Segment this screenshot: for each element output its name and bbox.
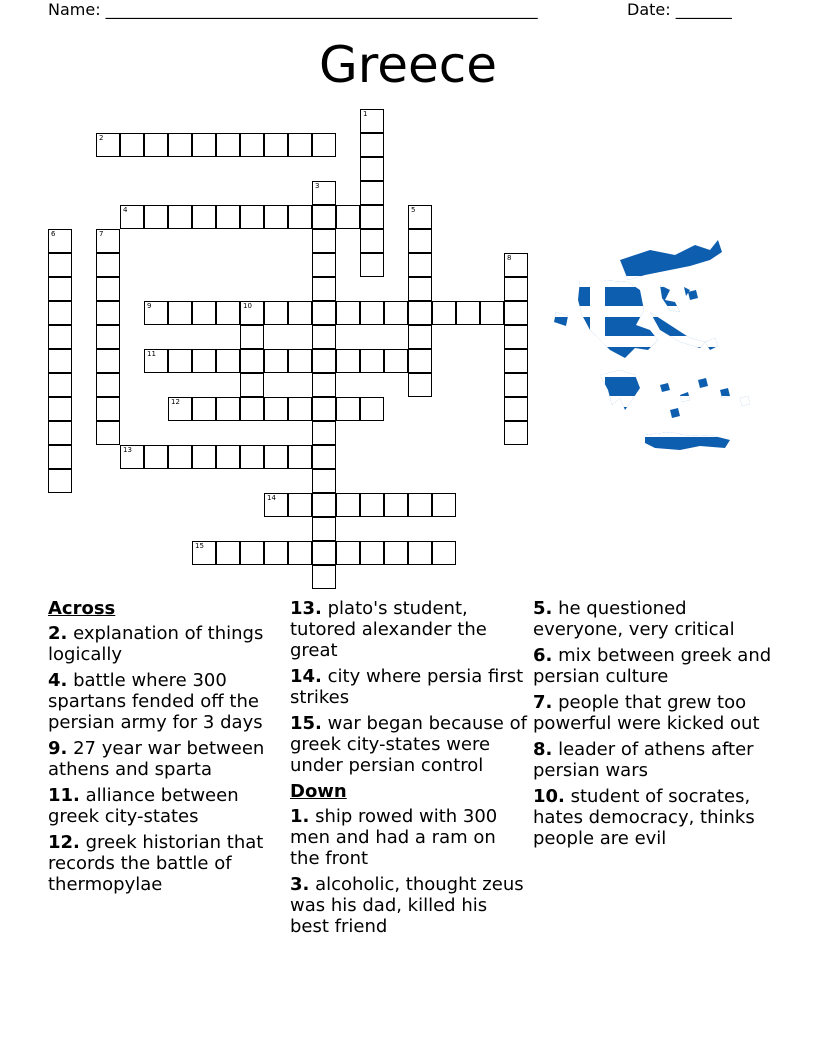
grid-cell[interactable] — [192, 301, 216, 325]
clue-number: 9. — [48, 738, 68, 759]
grid-cell[interactable] — [168, 397, 192, 421]
clue-item — [290, 806, 530, 869]
grid-cell[interactable] — [240, 205, 264, 229]
grid-cell[interactable] — [48, 301, 72, 325]
grid-cell[interactable] — [288, 301, 312, 325]
grid-cell[interactable] — [288, 445, 312, 469]
clue-item — [290, 874, 530, 937]
grid-cell[interactable] — [288, 349, 312, 373]
grid-cell[interactable] — [48, 469, 72, 493]
grid-cell[interactable] — [144, 301, 168, 325]
clue-item — [533, 598, 773, 640]
grid-cell[interactable] — [240, 349, 264, 373]
grid-cell[interactable] — [96, 253, 120, 277]
clues-column-3 — [533, 598, 773, 854]
grid-cell[interactable] — [96, 229, 120, 253]
clue-item — [48, 785, 288, 827]
grid-cell[interactable] — [264, 493, 288, 517]
clue-item — [48, 832, 288, 895]
grid-cell[interactable] — [360, 133, 384, 157]
grid-cell[interactable] — [48, 397, 72, 421]
grid-cell[interactable] — [216, 301, 240, 325]
grid-cell[interactable] — [144, 349, 168, 373]
clues-column-2 — [290, 598, 530, 942]
clue-number: 15 — [195, 542, 204, 550]
clue-number: 10. — [533, 786, 565, 807]
grid-cell[interactable] — [456, 301, 480, 325]
across-heading: Across — [48, 598, 116, 619]
clue-item — [290, 713, 530, 776]
clues-column-1 — [48, 598, 288, 900]
grid-cell[interactable] — [96, 349, 120, 373]
grid-cell[interactable] — [384, 493, 408, 517]
grid-cell[interactable] — [264, 397, 288, 421]
grid-cell[interactable] — [288, 133, 312, 157]
grid-cell[interactable] — [360, 181, 384, 205]
clue-number: 6. — [533, 645, 553, 666]
grid-cell[interactable] — [240, 373, 264, 397]
grid-cell[interactable] — [240, 541, 264, 565]
clue-text: explanation of things logically — [48, 623, 264, 665]
grid-cell[interactable] — [312, 277, 336, 301]
grid-cell[interactable] — [360, 349, 384, 373]
clue-number: 7. — [533, 692, 553, 713]
grid-cell[interactable] — [384, 349, 408, 373]
grid-cell[interactable] — [96, 277, 120, 301]
grid-cell[interactable] — [48, 229, 72, 253]
clue-number: 4. — [48, 670, 68, 691]
grid-cell[interactable] — [48, 253, 72, 277]
grid-cell[interactable] — [408, 349, 432, 373]
grid-cell[interactable] — [504, 421, 528, 445]
grid-cell[interactable] — [312, 445, 336, 469]
grid-cell[interactable] — [408, 373, 432, 397]
grid-cell[interactable] — [432, 493, 456, 517]
grid-cell[interactable] — [312, 397, 336, 421]
grid-cell[interactable] — [192, 205, 216, 229]
grid-cell[interactable] — [336, 301, 360, 325]
clue-item — [48, 738, 288, 780]
date-field-label[interactable]: Date: _______ — [627, 0, 732, 19]
grid-cell[interactable] — [168, 349, 192, 373]
down-heading: Down — [290, 781, 347, 802]
grid-cell[interactable] — [264, 541, 288, 565]
grid-cell[interactable] — [384, 541, 408, 565]
grid-cell[interactable] — [504, 397, 528, 421]
clue-number: 14. — [290, 666, 322, 687]
grid-cell[interactable] — [120, 445, 144, 469]
grid-cell[interactable] — [192, 445, 216, 469]
grid-cell[interactable] — [96, 421, 120, 445]
grid-cell[interactable] — [504, 301, 528, 325]
clue-text: city where persia first strikes — [290, 666, 524, 708]
grid-cell[interactable] — [408, 493, 432, 517]
grid-cell[interactable] — [360, 397, 384, 421]
grid-cell[interactable] — [48, 373, 72, 397]
grid-cell[interactable] — [216, 205, 240, 229]
grid-cell[interactable] — [408, 253, 432, 277]
grid-cell[interactable] — [408, 301, 432, 325]
grid-cell[interactable] — [312, 541, 336, 565]
grid-cell[interactable] — [216, 397, 240, 421]
grid-cell[interactable] — [336, 493, 360, 517]
grid-cell[interactable] — [48, 421, 72, 445]
grid-cell[interactable] — [144, 205, 168, 229]
grid-cell[interactable] — [48, 349, 72, 373]
clue-text: alcoholic, thought zeus was his dad, killed his best friend — [290, 874, 524, 937]
grid-cell[interactable] — [504, 349, 528, 373]
clue-number: 3 — [315, 182, 320, 190]
clue-number: 15. — [290, 713, 322, 734]
grid-cell[interactable] — [312, 493, 336, 517]
greece-flag-map-icon — [540, 230, 770, 470]
grid-cell[interactable] — [96, 301, 120, 325]
grid-cell[interactable] — [312, 421, 336, 445]
clue-text: mix between greek and persian culture — [533, 645, 772, 687]
grid-cell[interactable] — [312, 301, 336, 325]
clue-number: 14 — [267, 494, 276, 502]
grid-cell[interactable] — [264, 205, 288, 229]
clue-text: people that grew too powerful were kicked out — [533, 692, 760, 734]
grid-cell[interactable] — [96, 325, 120, 349]
clue-number: 8 — [507, 254, 512, 262]
clue-number: 1. — [290, 806, 310, 827]
grid-cell[interactable] — [360, 229, 384, 253]
grid-cell[interactable] — [408, 229, 432, 253]
grid-cell[interactable] — [192, 133, 216, 157]
grid-cell[interactable] — [504, 325, 528, 349]
grid-cell[interactable] — [312, 253, 336, 277]
grid-cell[interactable] — [432, 541, 456, 565]
grid-cell[interactable] — [360, 157, 384, 181]
grid-cell[interactable] — [480, 301, 504, 325]
clue-number: 12. — [48, 832, 80, 853]
clue-number: 7 — [99, 230, 104, 238]
clue-number: 13. — [290, 598, 322, 619]
clue-number: 2 — [99, 134, 104, 142]
grid-cell[interactable] — [504, 277, 528, 301]
grid-cell[interactable] — [504, 373, 528, 397]
grid-cell[interactable] — [48, 325, 72, 349]
grid-cell[interactable] — [264, 301, 288, 325]
grid-cell[interactable] — [360, 253, 384, 277]
clue-number: 11. — [48, 785, 80, 806]
clue-text: war began because of greek city-states were under persian control — [290, 713, 527, 776]
clue-item — [533, 739, 773, 781]
grid-cell[interactable] — [96, 397, 120, 421]
grid-cell[interactable] — [312, 325, 336, 349]
grid-cell[interactable] — [144, 445, 168, 469]
grid-cell[interactable] — [264, 133, 288, 157]
grid-cell[interactable] — [264, 349, 288, 373]
grid-cell[interactable] — [120, 205, 144, 229]
grid-cell[interactable] — [96, 133, 120, 157]
grid-cell[interactable] — [408, 325, 432, 349]
grid-cell[interactable] — [96, 373, 120, 397]
grid-cell[interactable] — [312, 349, 336, 373]
grid-cell[interactable] — [144, 133, 168, 157]
clue-item — [290, 598, 530, 661]
clue-item — [533, 692, 773, 734]
grid-cell[interactable] — [312, 205, 336, 229]
grid-cell[interactable] — [216, 445, 240, 469]
grid-cell[interactable] — [312, 517, 336, 541]
grid-cell[interactable] — [408, 205, 432, 229]
clue-number: 9 — [147, 302, 152, 310]
grid-cell[interactable] — [312, 181, 336, 205]
grid-cell[interactable] — [360, 109, 384, 133]
clue-number: 1 — [363, 110, 368, 118]
grid-cell[interactable] — [168, 205, 192, 229]
clue-item — [48, 623, 288, 665]
clue-text: battle where 300 spartans fended off the persian army for 3 days — [48, 670, 263, 733]
clue-text: greek historian that records the battle of thermopylae — [48, 832, 264, 895]
grid-cell[interactable] — [504, 253, 528, 277]
name-field-label[interactable]: Name: ______________________________________________________ — [48, 0, 538, 19]
grid-cell[interactable] — [360, 205, 384, 229]
grid-cell[interactable] — [336, 205, 360, 229]
grid-cell[interactable] — [192, 541, 216, 565]
grid-cell[interactable] — [336, 349, 360, 373]
clue-text: plato's student, tutored alexander the great — [290, 598, 487, 661]
grid-cell[interactable] — [312, 469, 336, 493]
clue-number: 2. — [48, 623, 68, 644]
grid-cell[interactable] — [240, 445, 264, 469]
grid-cell[interactable] — [288, 541, 312, 565]
grid-cell[interactable] — [432, 301, 456, 325]
clue-number: 13 — [123, 446, 132, 454]
puzzle-title: Greece — [319, 36, 497, 94]
grid-cell[interactable] — [288, 205, 312, 229]
grid-cell[interactable] — [336, 541, 360, 565]
clue-text: leader of athens after persian wars — [533, 739, 754, 781]
grid-cell[interactable] — [240, 301, 264, 325]
grid-cell[interactable] — [312, 565, 336, 589]
clue-number: 3. — [290, 874, 310, 895]
grid-cell[interactable] — [360, 493, 384, 517]
grid-cell[interactable] — [312, 133, 336, 157]
grid-cell[interactable] — [192, 349, 216, 373]
clue-text: student of socrates, hates democracy, thinks people are evil — [533, 786, 755, 849]
clue-number: 4 — [123, 206, 128, 214]
grid-cell[interactable] — [408, 541, 432, 565]
grid-cell[interactable] — [312, 373, 336, 397]
grid-cell[interactable] — [384, 301, 408, 325]
grid-cell[interactable] — [408, 277, 432, 301]
grid-cell[interactable] — [192, 397, 216, 421]
grid-cell[interactable] — [168, 301, 192, 325]
grid-cell[interactable] — [48, 445, 72, 469]
clue-item — [533, 645, 773, 687]
grid-cell[interactable] — [216, 133, 240, 157]
clue-number: 5. — [533, 598, 553, 619]
grid-cell[interactable] — [264, 445, 288, 469]
grid-cell[interactable] — [288, 397, 312, 421]
grid-cell[interactable] — [312, 229, 336, 253]
grid-cell[interactable] — [120, 133, 144, 157]
clue-text: alliance between greek city-states — [48, 785, 239, 827]
grid-cell[interactable] — [360, 541, 384, 565]
clue-number: 8. — [533, 739, 553, 760]
grid-cell[interactable] — [48, 277, 72, 301]
grid-cell[interactable] — [168, 133, 192, 157]
clue-text: ship rowed with 300 men and had a ram on the front — [290, 806, 498, 869]
grid-cell[interactable] — [240, 133, 264, 157]
clue-number: 6 — [51, 230, 56, 238]
grid-cell[interactable] — [168, 445, 192, 469]
grid-cell[interactable] — [216, 349, 240, 373]
grid-cell[interactable] — [240, 397, 264, 421]
clue-item — [48, 670, 288, 733]
grid-cell[interactable] — [216, 541, 240, 565]
grid-cell[interactable] — [240, 325, 264, 349]
clue-item — [290, 666, 530, 708]
clue-number: 11 — [147, 350, 156, 358]
grid-cell[interactable] — [288, 493, 312, 517]
clue-text: 27 year war between athens and sparta — [48, 738, 265, 780]
grid-cell[interactable] — [360, 301, 384, 325]
clue-number: 5 — [411, 206, 416, 214]
clue-number: 12 — [171, 398, 180, 406]
clue-number: 10 — [243, 302, 252, 310]
clue-item — [533, 786, 773, 849]
clue-text: he questioned everyone, very critical — [533, 598, 735, 640]
grid-cell[interactable] — [336, 397, 360, 421]
